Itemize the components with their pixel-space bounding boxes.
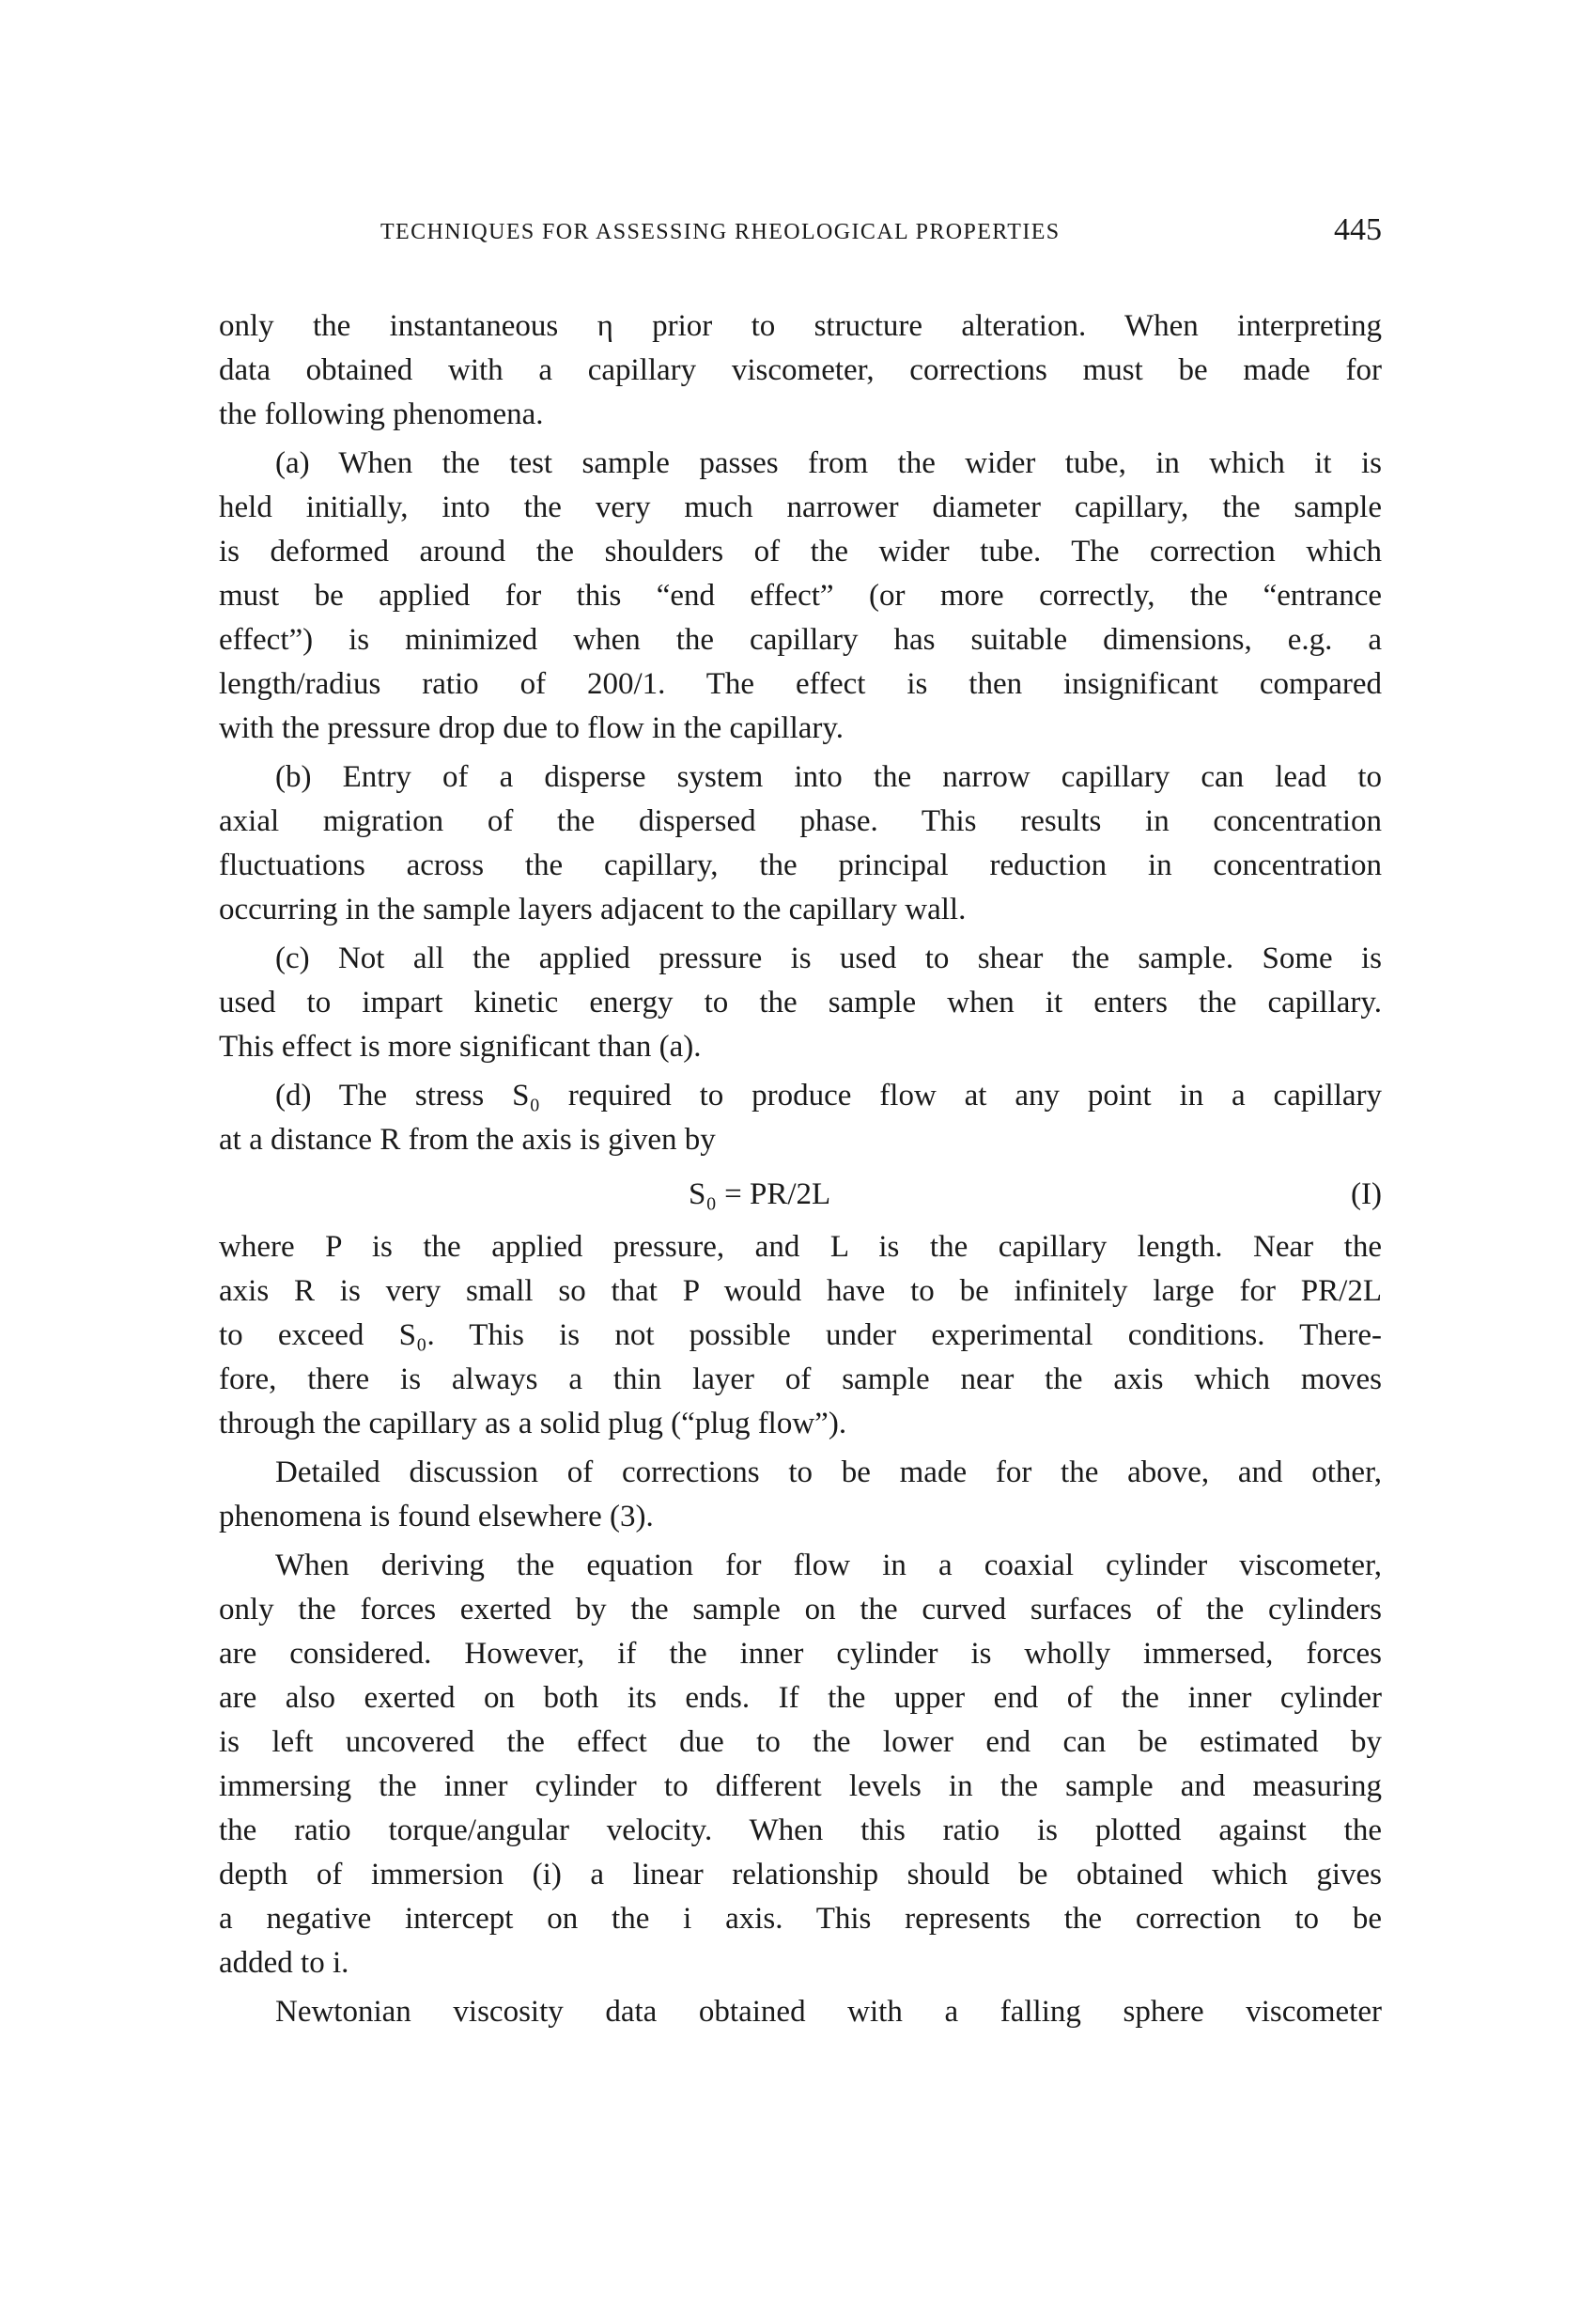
- paragraph: [219, 755, 1382, 932]
- text-line: Detailed discussion of corrections to be made for the above, and other,: [275, 1455, 1382, 1489]
- body-text: [219, 304, 1382, 2039]
- paragraph: [219, 304, 1382, 437]
- text-line: (b) Entry of a disperse system into the narrow capillary can lead to: [275, 760, 1382, 794]
- paragraph: [219, 1990, 1382, 2034]
- text-line: with the pressure drop due to flow in the capillary.: [219, 711, 844, 745]
- text-line: immersing the inner cylinder to different levels in the sample and measuring: [219, 1769, 1382, 1803]
- text-line: through the capillary as a solid plug (“plug flow”).: [219, 1407, 847, 1440]
- paragraph: [219, 937, 1382, 1069]
- text-line: held initially, into the very much narrower diameter capillary, the sample: [219, 490, 1382, 524]
- text-line: is deformed around the shoulders of the wider tube. The correction which: [219, 535, 1382, 568]
- text-line: the following phenomena.: [219, 397, 544, 431]
- text-line: Newtonian viscosity data obtained with a falling sphere viscometer: [275, 1995, 1382, 2029]
- text-line: When deriving the equation for flow in a coaxial cylinder viscometer,: [275, 1549, 1382, 1582]
- text-line: (c) Not all the applied pressure is used to shear the sample. Some is: [275, 942, 1382, 975]
- paragraph: [219, 1074, 1382, 1162]
- paragraph: [219, 1451, 1382, 1539]
- text-line: (d) The stress S₀ required to produce flow at any point in a capillary: [275, 1079, 1382, 1113]
- running-head: [219, 212, 1382, 254]
- paragraph: [219, 442, 1382, 751]
- text-line: (a) When the test sample passes from the wider tube, in which it is: [275, 446, 1382, 480]
- text-line: at a distance R from the axis is given by: [219, 1123, 716, 1157]
- paragraph: [219, 1544, 1382, 1985]
- text-line: are also exerted on both its ends. If the upper end of the inner cylinder: [219, 1681, 1382, 1715]
- equation: [219, 1167, 1382, 1222]
- page-number: 445: [1334, 212, 1382, 247]
- text-line: where P is the applied pressure, and L is the capillary length. Near the: [219, 1230, 1382, 1264]
- text-line: effect”) is minimized when the capillary has suitable dimensions, e.g. a: [219, 623, 1382, 657]
- text-line: phenomena is found elsewhere (3).: [219, 1500, 654, 1533]
- equation-expression: S₀ = PR/2L: [689, 1177, 831, 1211]
- text-line: data obtained with a capillary viscometer, corrections must be made for: [219, 353, 1382, 387]
- text-line: added to i.: [219, 1946, 349, 1980]
- text-line: axis R is very small so that P would have to be infinitely large for PR/2L: [219, 1274, 1382, 1308]
- text-line: used to impart kinetic energy to the sample when it enters the capillary.: [219, 986, 1382, 1019]
- text-line: only the instantaneous η prior to structure alteration. When interpreting: [219, 309, 1382, 343]
- text-line: is left uncovered the effect due to the lower end can be estimated by: [219, 1725, 1382, 1759]
- text-line: This effect is more significant than (a).: [219, 1030, 702, 1064]
- text-line: fore, there is always a thin layer of sample near the axis which moves: [219, 1362, 1382, 1396]
- text-line: only the forces exerted by the sample on the curved surfaces of the cylinders: [219, 1593, 1382, 1626]
- equation-number: (I): [1351, 1177, 1382, 1211]
- text-line: must be applied for this “end effect” (or more correctly, the “entrance: [219, 579, 1382, 613]
- text-line: occurring in the sample layers adjacent to the capillary wall.: [219, 893, 967, 926]
- text-line: the ratio torque/angular velocity. When this ratio is plotted against the: [219, 1813, 1382, 1847]
- text-line: fluctuations across the capillary, the principal reduction in concentration: [219, 848, 1382, 882]
- text-line: length/radius ratio of 200/1. The effect is then insignificant compared: [219, 667, 1382, 701]
- running-head-title: TECHNIQUES FOR ASSESSING RHEOLOGICAL PROPERTIES: [380, 220, 1061, 244]
- text-line: to exceed S₀. This is not possible under experimental conditions. There-: [219, 1318, 1382, 1352]
- text-line: are considered. However, if the inner cylinder is wholly immersed, forces: [219, 1637, 1382, 1671]
- paragraph: [219, 1225, 1382, 1446]
- text-line: axial migration of the dispersed phase. This results in concentration: [219, 804, 1382, 838]
- text-line: depth of immersion (i) a linear relationship should be obtained which gives: [219, 1858, 1382, 1891]
- text-line: a negative intercept on the i axis. This represents the correction to be: [219, 1902, 1382, 1936]
